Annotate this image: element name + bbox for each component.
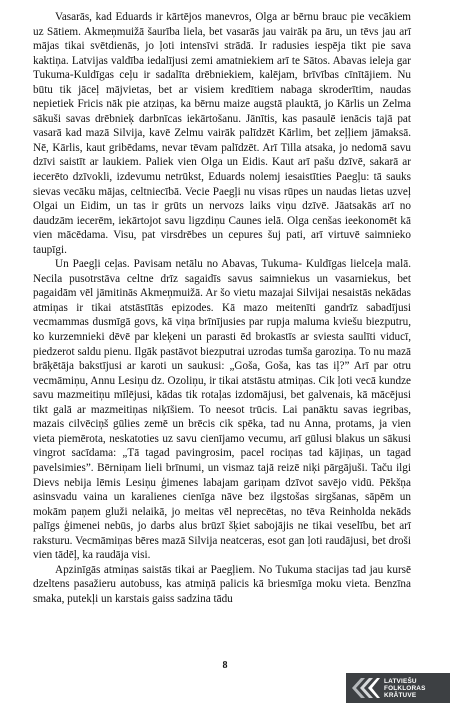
body-text xyxy=(33,10,411,606)
logo-line-3: KRĀTUVE xyxy=(384,691,417,699)
paragraph-2: Un Paegļi ceļas. Pavisam netālu no Abavas, Tukuma- Kuldīgas lielceļa malā. Necila pusotrstāva celtne drīz sagaidīs savus saimniekus un vasarniekus, bet pagaidām vēl jāmitinās Akmeņmuižā. Ar šo vietu mazajai Silvijai nesaistās nekādas atmiņas ir tikai atstāstītās epizodes. Kā mazo meitenīti gandrīz sabadījusi vecmammas dusmīgā govs, kā viņa brīnījusies par rupja maluma kviešu biezputru, ko kurzemnieki dēvē par kleķeni un parasti ēd brokastīs ar sviesta saulīti viducī, piedzerot saldu pienu. Ilgāk pastāvot biezputrai uzrodas tumša garoziņa. To nu mazā brāķētāja bakstījusi ar karoti un saukusi: „Goša, Goša, kas tas iļ?” Arī par otru vecmāmiņu, Annu Lesiņu dz. Ozoliņu, ir tikai atstāstu atmiņas. Cik ļoti vecā kundze savu mazmeitiņu mīlējusi, kādas tik rotaļas izdomājusi, bet galvenais, kā mācējusi tikt galā ar mazmeitiņas niķīšiem. To neesot trūcis. Lai panāktu savas iegribas, mazais cilvēciņš gūlies zemē un brēcis cik spēka, tad nu Anna, protams, ja vien vieta piemērota, neskatoties uz savu cienījamo vecumu, arī gūlusi blakus un sākusi vingrot sacīdama: „Tā tagad pavingrosim, pacel rociņas tad kājiņas, un tagad pavelsimies”. Bērniņam lieli brīnumi, un vismaz tajā reizē niķi pārgājuši. Taču ilgi Dievs nebija lēmis Lesiņu ģimenes labajam gariņam dzīvot savējo vidū. Pēkšņa asinsvadu vaina un karalienes cienīga nāve bez ilgstošas sirgšanas, sāpēm un mokām paņem gluži nelaikā, jo meitas vēl neprecētas, no tēva Reinholda nekāds palīgs ģimenei nebūs, jo darbs alus brūzī šķiet sabojājis ne tikai veselību, bet arī raksturu. Vecmāmiņas bēres mazā Silvija neatceras, esot gan ļoti raudājusi, bet droši vien tādēļ, ka raudāja visi. xyxy=(33,258,411,562)
logo-text xyxy=(384,678,426,699)
logo-line-2: FOLKLORAS xyxy=(384,684,426,692)
paragraph-1: Vasarās, kad Eduards ir kārtējos manevros, Olga ar bērnu brauc pie vecākiem uz Sātiem. Akmeņmuižā šaurība liela, bet vasarās jau vairāk pa āru, un tēvs jau arī mājas tikai svētdienās, jo ļoti intensīvi strādā. Ir radusies iespēja tikt pie sava kaktiņa. Latvijas valdība iedalījusi zemi amatniekiem arī te Sātos. Abavas ieleja gar Tukuma-Kuldīgas ceļu ir sadalīta drēbniekiem, kalējam, brīvības cīnītājiem. Nu būtu tik jāceļ mājvietas, bet ar visiem kredītiem nabaga skroderītim, naudas nepietiek Fricis nāk pie atziņas, ka bērnu maize augstā plauktā, jo Kārlis un Zelma sākuši savas drēbnieķ darbnīcas iekārtošanu. Jānītis, kas pasaulē ienācis tajā pat vasarā kad mazā Silvija, kavē Zelmu vairāk palīdzēt Kārlim, bet zeļļiem jāmaksā. Nē, Kārlis, kaut gribēdams, nevar tēvam palīdzēt. Arī Tilla atsaka, jo nedomā savu dzīvi saistīt ar laukiem. Paliek vien Olga un Eidis. Kaut arī pašu dzīvē, sakarā ar iecerēto dzīvokli, izdevumu netrūkst, Eduards nolemj iesaistīties Paegļu: tā sauks sievas vecāku mājas, celtniecībā. Vecie Paegļi nu visas rūpes un naudas lietas uzveļ Olgai un Eidim, un tas ir grūts un nervozs laiks viņu dzīvē. Jāatsakās arī no daudzām iecerēm, iekārtojot savu ligzdiņu Caunes ielā. Olga cenšas ieekonomēt kā vien mācēdama. Visu, pat virsdrēbes un cepures šuj pati, arī virtuvē saimnieko taupīgi. xyxy=(33,11,411,256)
page-number: 8 xyxy=(222,660,228,671)
archive-logo xyxy=(346,673,450,703)
logo-line-1: LATVIEŠU xyxy=(384,677,417,685)
paragraph-3: Apzinīgās atmiņas saistās tikai ar Paegļiem. No Tukuma stacijas tad jau kursē dzeltens pasažieru autobuss, kas atmiņā palicis kā briesmīga moku vieta. Benzīna smaka, putekļi un karstais gaiss sadzina tādu xyxy=(33,563,411,605)
chevron-logo-icon xyxy=(350,676,380,700)
